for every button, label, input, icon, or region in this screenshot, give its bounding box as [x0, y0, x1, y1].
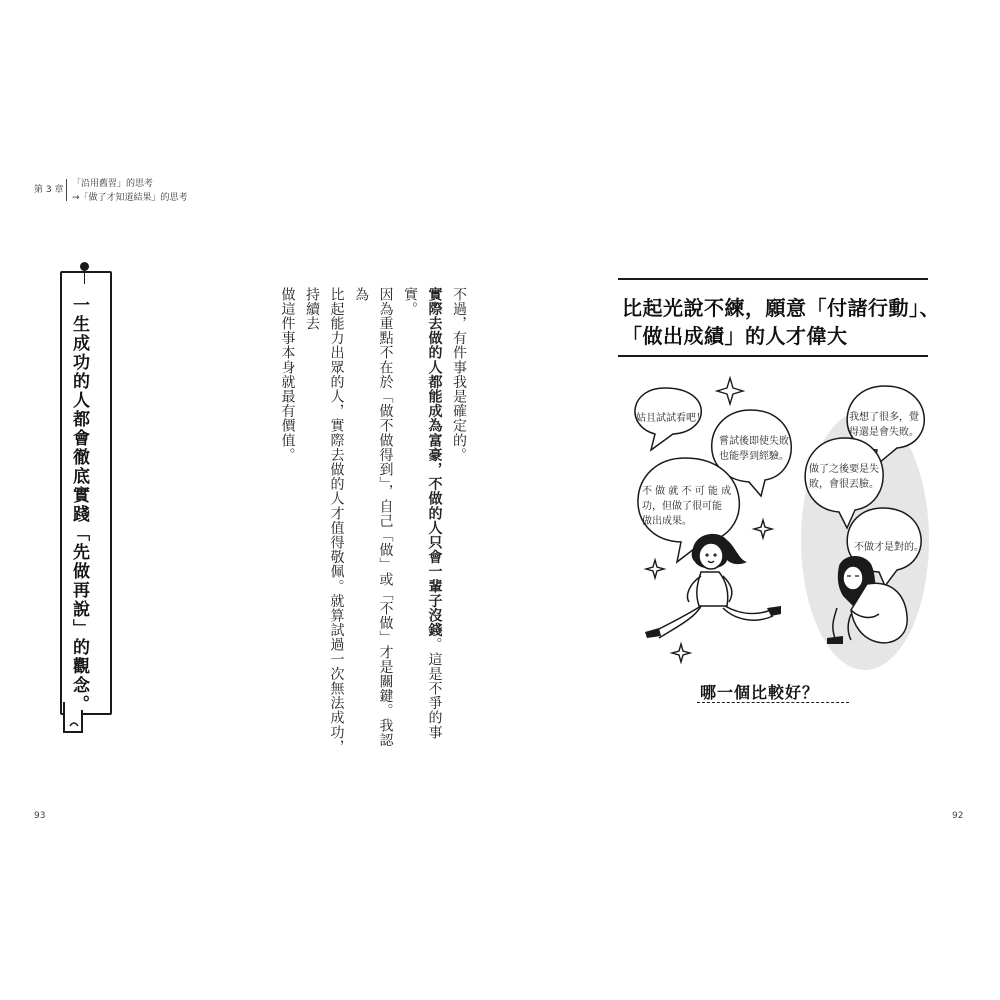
- chapter-subtitle-1: 「沿用舊習」的思考: [72, 179, 154, 189]
- header-divider: [66, 179, 67, 201]
- bubble-text-5a: 做了之後要是失: [809, 464, 879, 475]
- body-column-1: 不過，有件事我是確定的。: [451, 287, 467, 463]
- running-woman-figure: [645, 534, 781, 638]
- bubble-text-2b: 也能學到經驗。: [719, 451, 789, 462]
- chapter-subtitle-2: →「做了才知道結果」的思考: [72, 193, 188, 203]
- banner-text: 一生成功的人都會徹底實踐「先做再說」的觀念。: [69, 296, 89, 714]
- body-emphasis: 實際去做的人都能成為富豪，不做的人只會一輩子沒錢: [426, 287, 443, 638]
- bubble-text-3c: 做出成果。: [642, 516, 692, 527]
- pin-string: [84, 270, 85, 284]
- body-column-5: 做這件事本身就最有價值。: [279, 287, 296, 463]
- body-text: [275, 287, 471, 757]
- bubble-text-4a: 我想了很多，覺: [849, 412, 919, 423]
- headline-line-1: 比起光說不練，願意「付諸行動」、: [622, 296, 940, 320]
- question-underline: [697, 702, 849, 703]
- page-number-left: 93: [34, 811, 46, 821]
- question-label: 哪一個比較好？: [700, 683, 820, 702]
- headline-line-2: 「做出成績」的人才偉大: [622, 324, 848, 348]
- body-column-4: 比起能力出眾的人，實際去做的人才值得敬佩。就算試過一次無法成功，持續去: [304, 287, 345, 755]
- pin-icon: [80, 262, 89, 271]
- body-column-3: 因為重點不在於「做不做得到」，自己「做」或「不做」才是關鍵。我認為: [353, 287, 394, 748]
- body-column-2: [398, 287, 447, 757]
- bubble-text-6: 不做才是對的。: [854, 542, 924, 553]
- bubble-text-5b: 敗，會很丟臉。: [809, 479, 879, 490]
- headline-rule-top: [618, 278, 928, 280]
- chapter-label: 第 3 章: [34, 185, 64, 195]
- page-number-right: 92: [952, 811, 964, 821]
- headline-rule-bottom: [618, 355, 928, 357]
- body-column-2-rest: 。這是不爭的事實。: [402, 287, 443, 740]
- bubble-text-4b: 得還是會失敗。: [849, 427, 919, 438]
- bubble-text-3b: 功，但做了很可能: [642, 501, 722, 512]
- bubble-text-1: 姑且試試看吧！: [636, 413, 706, 424]
- bubble-text-2a: 嘗試後即使失敗: [719, 436, 789, 447]
- bubble-text-3a: 不 做 就 不 可 能 成: [642, 486, 732, 497]
